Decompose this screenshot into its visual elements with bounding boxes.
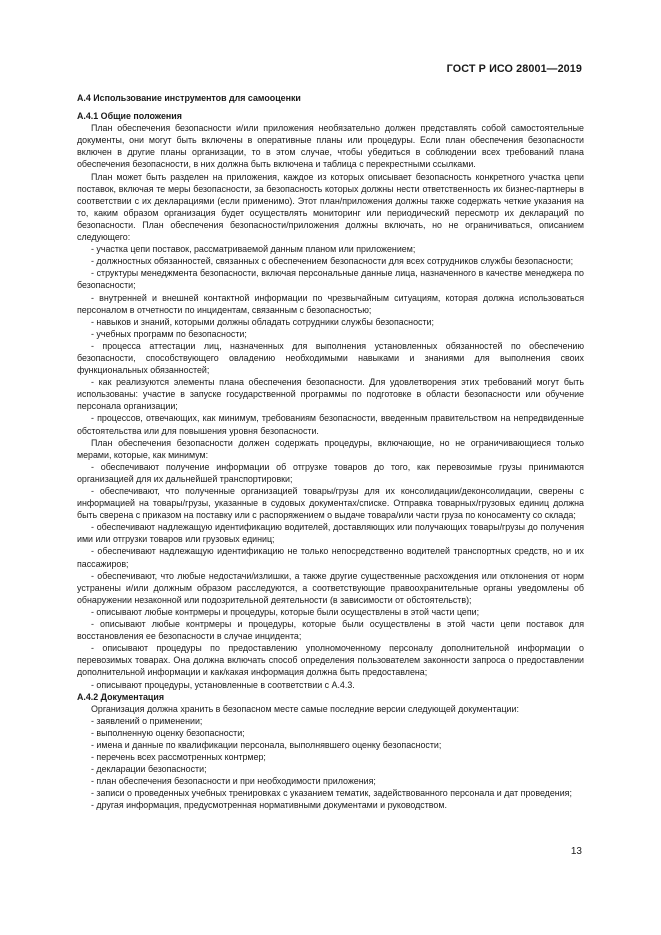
list-procedures	[77, 461, 584, 691]
list-item: - план обеспечения безопасности и при необходимости приложения;	[91, 776, 376, 787]
subsection-title-documentation: А.4.2 Документация	[77, 691, 165, 702]
list-item: - перечень всех рассмотренных контрмер;	[91, 752, 266, 763]
section-title: А.4 Использование инструментов для самооценки	[77, 93, 301, 103]
document-code: ГОСТ Р ИСО 28001—2019	[446, 63, 582, 75]
list-item: - описывают любые контрмеры и процедуры, которые были осуществлены в этой части цепи поставок для восстановления ее безопасности в случае инцидента;	[77, 619, 584, 642]
paragraph: План может быть разделен на приложения, каждое из которых описывает безопасность конкретного участка цепи поставок, включая те меры безопасности, за безопасность которых должны нести ответственность их бизнес-партнеры в соответствии с их декларациями (если применимо). Этот план/приложения должны также содержать четкие указания на то, каким образом организация будет осуществлять мониторинг или периодический пересмотр их деклараций по безопасности. План обеспечения безопасности/приложения должны включать, но не ограничиваться, описанием следующего:	[77, 171, 584, 243]
list-item: - имена и данные по квалификации персонала, выполнявшего оценку безопасности;	[91, 739, 442, 750]
list-item: - обеспечивают надлежащую идентификацию не только непосредственно водителей транспортных средств, но и их пассажиров;	[77, 546, 584, 569]
list-item: - обеспечивают надлежащую идентификацию водителей, доставляющих или получающих товары/грузы до получения ими или отгрузки товаров или грузовых единиц;	[77, 522, 584, 545]
list-documentation	[77, 715, 584, 812]
paragraph: План обеспечения безопасности и/или приложения необязательно должен представлять собой самостоятельные документы, они могут быть включены в оперативные планы или процедуры. Если план обеспечения безопасности включен в другие планы организации, то в этом случае, чтобы убедиться в соблюдении всех требований плана обеспечения безопасности, в них должна быть включена и таблица с перекрестными ссылками.	[77, 123, 584, 170]
list-item: - обеспечивают получение информации об отгрузке товаров до того, как перевозимые грузы принимаются организацией для их дальнейшей транспортировки;	[77, 461, 584, 484]
page-number: 13	[570, 846, 582, 857]
list-item: - учебных программ по безопасности;	[91, 328, 247, 339]
list-item: - процессов, отвечающих, как минимум, требованиям безопасности, введенным правительством на непредвиденные обстоятельства или для повышения уровня безопасности.	[77, 413, 584, 436]
list-item: - декларации безопасности;	[91, 764, 207, 775]
list-plan-contents	[77, 243, 584, 437]
list-item: - участка цепи поставок, рассматриваемой данным планом или приложением;	[91, 244, 416, 255]
list-item: - выполненную оценку безопасности;	[91, 727, 245, 738]
list-item: - записи о проведенных учебных тренировках с указанием тематик, задействованного персонала и дат проведения;	[91, 788, 572, 799]
list-item: - другая информация, предусмотренная нормативными документами и руководством.	[91, 800, 447, 811]
list-item: - заявлений о применении;	[91, 715, 203, 726]
list-item: - описывают процедуры по предоставлению уполномоченному персоналу дополнительной информации о перевозимых товарах. Она должна включать способ определения пользователем законности запроса о предоставлении дополнительной информации и как/какая информация должна быть предоставлена;	[77, 643, 584, 678]
list-item: - внутренней и внешней контактной информации по чрезвычайным ситуациям, которая должна использоваться персоналом в отчетности по инцидентам, связанным с безопасностью;	[77, 292, 584, 315]
list-item: - процесса аттестации лиц, назначенных для выполнения установленных обязанностей по обеспечению безопасности, способствующего овладению необходимыми навыками и знаниями для выполнения своих функциональных обязанностей;	[77, 340, 584, 376]
list-item: - структуры менеджмента безопасности, включая персональные данные лица, назначенного в качестве менеджера по безопасности;	[77, 268, 584, 291]
page-content	[77, 92, 584, 812]
list-item: - обеспечивают, что полученные организацией товары/грузы для их консолидации/деконсолидации, сверены с информацией на товары/грузы, указанные в судовых документах/списке. Отправка товарных/грузовых единиц должна быть сверена с приказом на поставку или с распоряжением о выдаче товара/или части груза по коносаменту со склада;	[77, 486, 584, 521]
paragraph: План обеспечения безопасности должен содержать процедуры, включающие, но не ограничивающиеся только мерами, которые, как минимум:	[77, 437, 584, 460]
list-item: - описывают любые контрмеры и процедуры, которые были осуществлены в этой части цепи;	[91, 606, 480, 617]
paragraph: Организация должна хранить в безопасном месте самые последние версии следующей документации:	[91, 703, 519, 714]
list-item: - как реализуются элементы плана обеспечения безопасности. Для удовлетворения этих требований могут быть использованы: участие в запуске государственной программы по подготовке в области безопасности или обучение персонала организации;	[77, 377, 584, 412]
list-item: - навыков и знаний, которыми должны обладать сотрудники службы безопасности;	[91, 316, 434, 327]
list-item: - должностных обязанностей, связанных с обеспечением безопасности для всех сотрудников службы безопасности;	[91, 256, 574, 267]
list-item: - описывают процедуры, установленные в соответствии с А.4.3.	[91, 679, 355, 690]
subsection-title-general: А.4.1 Общие положения	[77, 111, 182, 122]
list-item: - обеспечивают, что любые недостачи/излишки, а также другие существенные расхождения или отклонения от норм устранены и/или должным образом расследуются, а соответствующие правоохранительные органы уведомлены об обнаружении незаконной или подозрительной деятельности (в зависимости от обстоятельств);	[77, 570, 584, 605]
